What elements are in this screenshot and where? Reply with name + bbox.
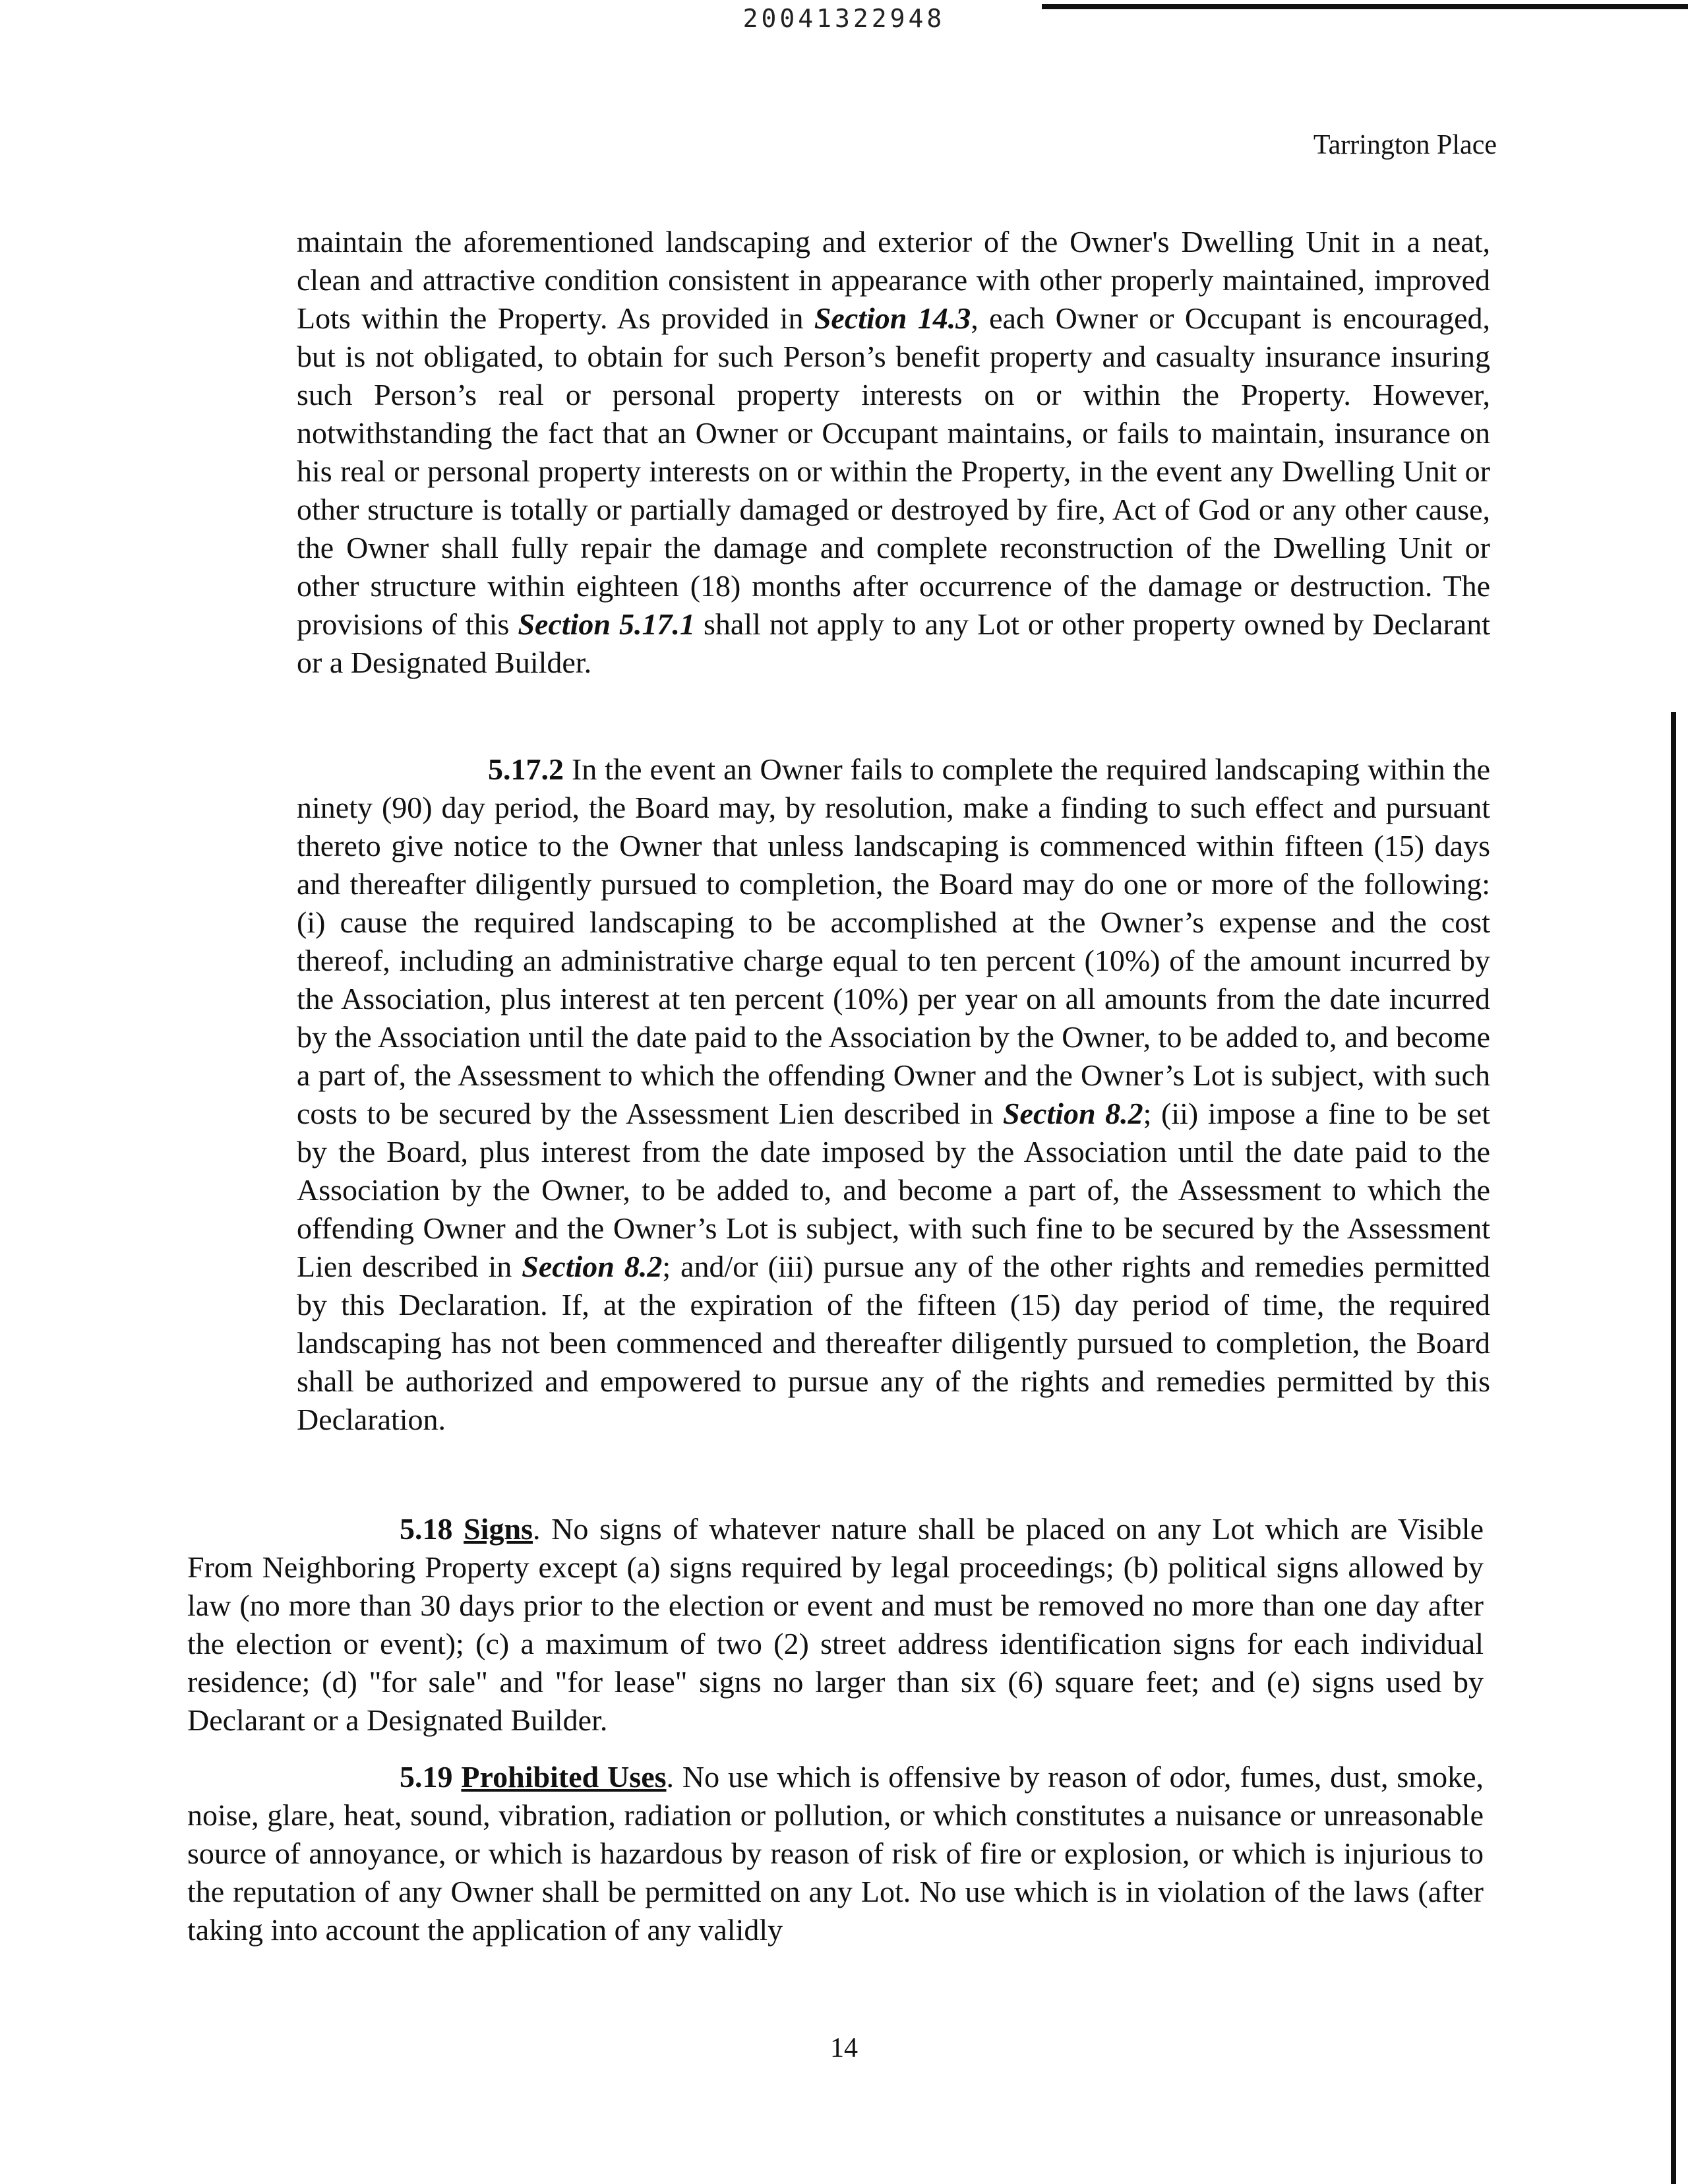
section-title: Prohibited Uses	[461, 1760, 667, 1794]
document-id: 20041322948	[742, 4, 946, 33]
text-run: ; and/or (iii) pursue any of the other rights and remedies permitted by this Declaration. If, at the expiration of the fifteen (15) day period of time, the required landscaping has not been commenced and thereafter diligently pursued to completion, the Board shall be authorized and empowered to pursue any of the rights and remedies permitted by this Declaration.	[297, 1250, 1490, 1436]
paragraph-5-17-2	[297, 750, 1490, 1439]
section-title: Signs	[464, 1512, 533, 1546]
text-run: . No signs of whatever nature shall be placed on any Lot which are Visible From Neighboring Property except (a) signs required by legal proceedings; (b) political signs allowed by law (no more than 30 days prior to the election or event and must be removed no more than one day after the election or event); (c) a maximum of two (2) street address identification signs for each individual residence; (d) "for sale" and "for lease" signs no larger than six (6) square feet; and (e) signs used by Declarant or a Designated Builder.	[187, 1512, 1484, 1737]
paragraph-5-17-1-continued	[297, 223, 1490, 682]
text-run: maintain the aforementioned landscaping and exterior of the Owner's Dwelling Unit in a neat, clean and attractive condition consistent in appearance with other properly maintained, improved Lots within the Property. As provided in	[297, 225, 1490, 335]
section-number: 5.18	[400, 1512, 453, 1546]
section-reference: Section 14.3	[814, 301, 971, 335]
text-run: . No use which is offensive by reason of odor, fumes, dust, smoke, noise, glare, heat, sound, vibration, radiation or pollution, or which constitutes a nuisance or unreasonable source of annoyance, or which is hazardous by reason of risk of fire or explosion, or which is injurious to the reputation of any Owner shall be permitted on any Lot. No use which is in violation of the laws (after taking into account the application of any validly	[187, 1760, 1484, 1947]
right-scan-rule	[1671, 712, 1676, 2184]
section-reference: Section 5.17.1	[518, 607, 696, 641]
section-number: 5.17.2	[488, 752, 564, 786]
section-reference: Section 8.2	[522, 1250, 663, 1283]
running-header: Tarrington Place	[1313, 130, 1497, 160]
page-number: 14	[830, 2033, 858, 2063]
text-run: shall not apply to any Lot or other property owned by Declarant or a Designated Builder.	[297, 607, 1490, 679]
paragraph-5-18-signs	[187, 1510, 1484, 1740]
top-scan-rule	[1042, 4, 1688, 9]
paragraph-5-19-prohibited-uses	[187, 1758, 1484, 1949]
section-number: 5.19	[400, 1760, 453, 1794]
section-reference: Section 8.2	[1002, 1097, 1143, 1130]
text-run: In the event an Owner fails to complete the required landscaping within the ninety (90) day period, the Board may, by resolution, make a finding to such effect and pursuant thereto give notice to the Owner that unless landscaping is commenced within fifteen (15) days and thereafter diligently pursued to completion, the Board may do one or more of the following: (i) cause the required landscaping to be accomplished at the Owner’s expense and the cost thereof, including an administrative charge equal to ten percent (10%) of the amount incurred by the Association, plus interest at ten percent (10%) per year on all amounts from the date incurred by the Association until the date paid to the Association by the Owner, to be added to, and become a part of, the Assessment to which the offending Owner and the Owner’s Lot is subject, with such costs to be secured by the Assessment Lien described in	[297, 752, 1490, 1130]
text-run: ; (ii) impose a fine to be set by the Board, plus interest from the date imposed by the Association until the date paid to the Association by the Owner, to be added to, and become a part of, the Assessment to which the offending Owner and the Owner’s Lot is subject, with such fine to be secured by the Assessment Lien described in	[297, 1097, 1490, 1283]
text-run: , each Owner or Occupant is encouraged, but is not obligated, to obtain for such Person’s benefit property and casualty insurance insuring such Person’s real or personal property interests on or within the Property. However, notwithstanding the fact that an Owner or Occupant maintains, or fails to maintain, insurance on his real or personal property interests on or within the Property, in the event any Dwelling Unit or other structure is totally or partially damaged or destroyed by fire, Act of God or any other cause, the Owner shall fully repair the damage and complete reconstruction of the Dwelling Unit or other structure within eighteen (18) months after occurrence of the damage or destruction. The provisions of this	[297, 301, 1491, 641]
